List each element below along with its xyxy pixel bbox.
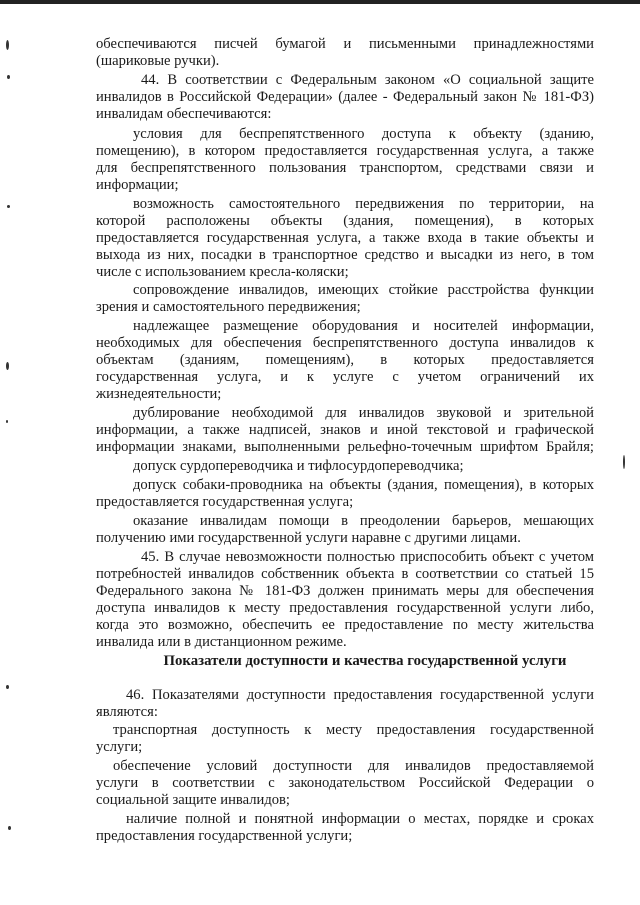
text-line: допуск собаки-проводника на объекты (здания, помещения), в которых: [133, 477, 594, 493]
scan-speck: [7, 205, 10, 208]
text-line: инвалида или в дистанционном режиме.: [96, 634, 347, 650]
text-line: получению ими государственной услуги наравне с другими лицами.: [96, 530, 521, 546]
text-line: (шариковые ручки).: [96, 53, 220, 69]
text-line: являются:: [96, 704, 158, 720]
text-line: условия для беспрепятственного доступа к объекту (зданию,: [133, 126, 594, 142]
text-line: допуск сурдопереводчика и тифлосурдопереводчика;: [133, 458, 464, 474]
text-line: необходимых для обеспечения беспрепятственного доступа инвалидов к: [96, 335, 594, 351]
text-line: зрения и самостоятельного передвижения;: [96, 299, 361, 315]
text-line: возможность самостоятельного передвижения по территории, на: [133, 196, 594, 212]
section-heading: Показатели доступности и качества государственной услуги: [163, 653, 567, 669]
text-line: услуги;: [96, 739, 143, 755]
text-line: выхода из них, посадки в транспортное средство и высадки из него, в том: [96, 247, 594, 263]
text-line: наличие полной и понятной информации о местах, порядке и сроках: [126, 811, 594, 827]
scan-speck: [8, 826, 11, 830]
scan-speck: [6, 420, 8, 423]
text-line: государственная услуга, и к услуге с учетом ограничений их: [96, 369, 594, 385]
text-line: для беспрепятственного пользования транспортом, средствами связи и: [96, 160, 594, 176]
text-line: надлежащее размещение оборудования и носителей информации,: [133, 318, 594, 334]
scan-speck: [623, 455, 625, 469]
text-line: дублирование необходимой для инвалидов звуковой и зрительной: [133, 405, 594, 421]
text-line: помещению), в котором предоставляется государственная услуга, а также: [96, 143, 594, 159]
text-line: 45. В случае невозможности полностью приспособить объект с учетом: [141, 549, 594, 565]
text-line: 46. Показателями доступности предоставления государственной услуги: [126, 687, 594, 703]
text-line: предоставляется государственная услуга, а также входа в такие объекты и: [96, 230, 594, 246]
text-line: обеспечиваются писчей бумагой и письменными принадлежностями: [96, 36, 594, 52]
text-line: оказание инвалидам помощи в преодолении барьеров, мешающих: [133, 513, 594, 529]
text-line: информации, а также надписей, знаков и иной текстовой и графической: [96, 422, 594, 438]
text-line: транспортная доступность к месту предоставления государственной: [113, 722, 594, 738]
text-line: услуги в соответствии с законодательством Российской Федерации о: [96, 775, 594, 791]
text-line: числе с использованием кресла-коляски;: [96, 264, 349, 280]
text-line: информации знаками, выполненными рельефно-точечным шрифтом Брайля;: [96, 439, 594, 455]
text-line: социальной защите инвалидов;: [96, 792, 290, 808]
scan-top-border: [0, 0, 640, 4]
scan-speck: [6, 362, 9, 370]
scan-speck: [6, 685, 9, 689]
text-line: которой расположены объекты (здания, помещения), в которых: [96, 213, 594, 229]
text-line: инвалидам обеспечиваются:: [96, 106, 272, 122]
text-line: объектам (зданиям, помещениям), в которых предоставляется: [96, 352, 594, 368]
scan-speck: [7, 75, 10, 79]
text-line: предоставляется государственная услуга;: [96, 494, 354, 510]
text-line: когда это возможно, обеспечить ее предоставление по месту жительства: [96, 617, 594, 633]
text-line: информации;: [96, 177, 179, 193]
text-line: обеспечение условий доступности для инвалидов предоставляемой: [113, 758, 594, 774]
text-line: Федерального закона № 181-ФЗ должен принимать меры для обеспечения: [96, 583, 594, 599]
text-line: доступа инвалидов к месту предоставления государственной услуги либо,: [96, 600, 594, 616]
text-line: инвалидов в Российской Федерации» (далее - Федеральный закон № 181-ФЗ): [96, 89, 594, 105]
scan-speck: [6, 40, 9, 50]
text-line: сопровождение инвалидов, имеющих стойкие расстройства функции: [133, 282, 594, 298]
text-line: потребностей инвалидов собственник объекта в соответствии со статьей 15: [96, 566, 594, 582]
text-line: 44. В соответствии с Федеральным законом «О социальной защите: [141, 72, 594, 88]
text-line: жизнедеятельности;: [96, 386, 222, 402]
text-line: предоставления государственной услуги;: [96, 828, 353, 844]
